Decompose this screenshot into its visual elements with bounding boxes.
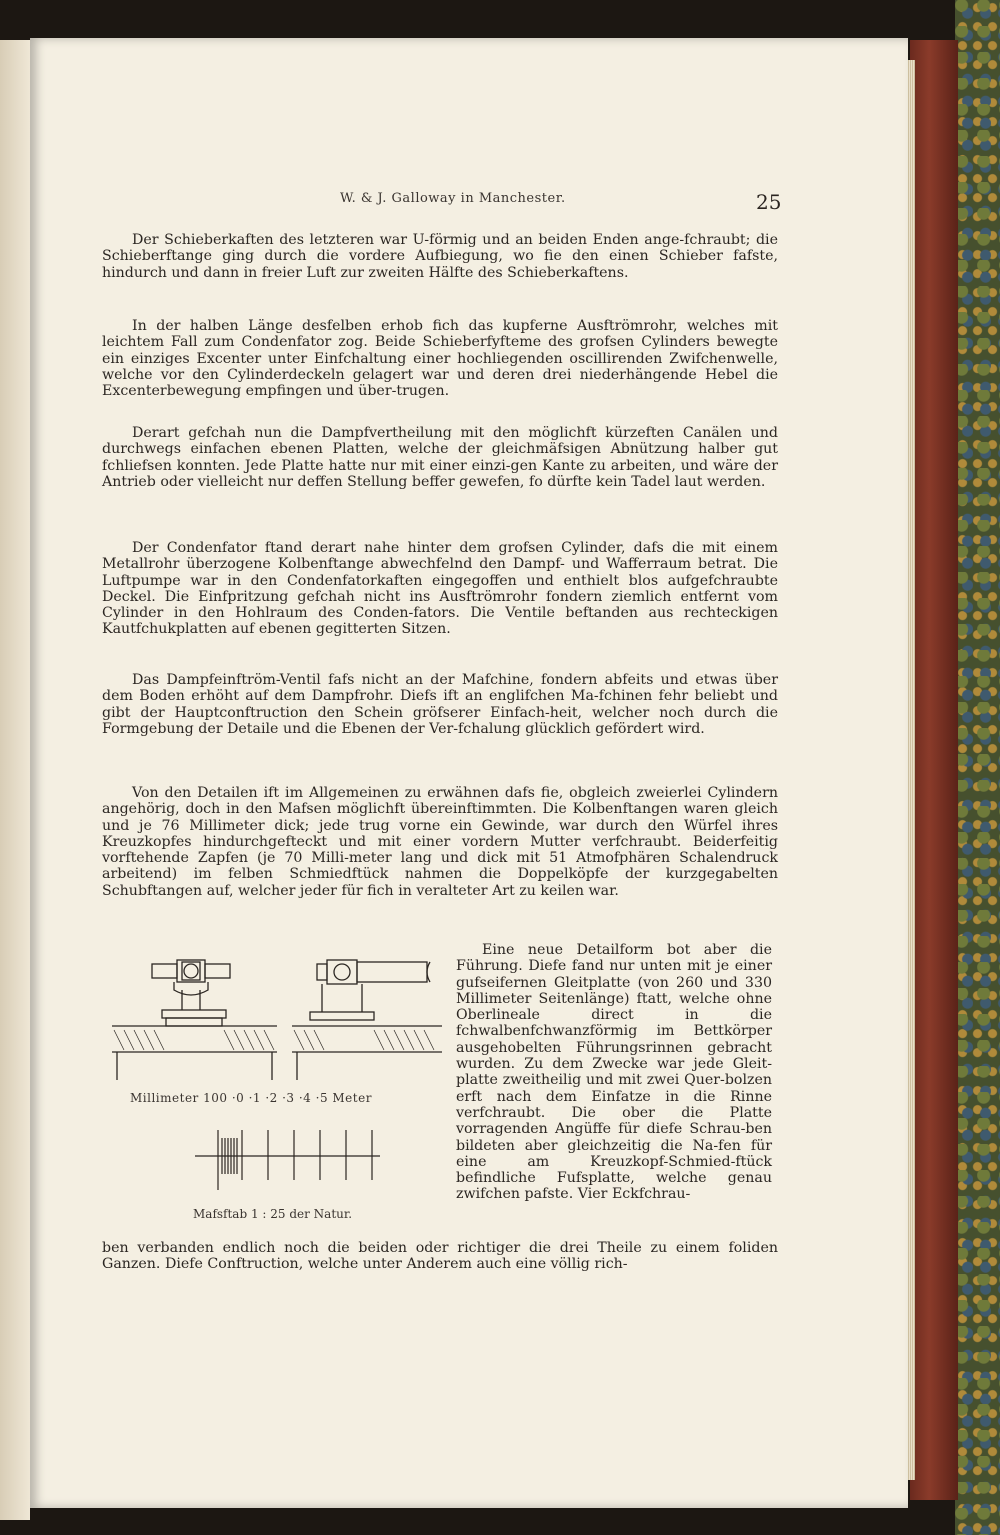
page-number: 25 <box>756 190 782 214</box>
paragraph-8 <box>102 1240 778 1273</box>
facing-page <box>0 40 30 1520</box>
paragraph-7 <box>456 942 772 1203</box>
scale-bar-figure <box>190 1120 390 1200</box>
paragraph-1-text: Der Schieberkaften des letzteren war U-förmig und an beiden Enden ange-fchraubt; die Schieberftange ging durch die vordere Aufbiegung, wo fie den einen Schieber fafste, hindurch und dann in freier Luft zur zweiten Hälfte des Schieberkaftens. <box>102 232 778 281</box>
book-cover-edge <box>910 40 958 1500</box>
paragraph-6-text: Von den Detailen ift im Allgemeinen zu erwähnen dafs fie, obgleich zweierlei Cylindern angehörig, doch in den Mafsen möglichft übereinftimmten. Die Kolbenftangen waren gleich und je 76 Millimeter dick; jede trug vorne ein Gewinde, war durch den Würfel ihres Kreuzkopfes hindurchgefteckt und mit einer vordern Mutter verfchraubt. Beiderfeitig vorftehende Zapfen (je 70 Milli-meter lang und dick mit 51 Atmofphären Schalendruck arbeitend) im felben Schmiedftück nahmen die Doppelköpfe der kurzgegabelten Schubftangen auf, welcher jeder für fich in veralteter Art zu keilen war. <box>102 785 778 899</box>
marbled-endpaper <box>955 0 1000 1535</box>
running-head: W. & J. Galloway in Manchester. <box>340 191 566 206</box>
paragraph-5-text: Das Dampfeinftröm-Ventil fafs nicht an der Mafchine, fondern abfeits und etwas über dem Boden erhöht auf dem Dampfrohr. Diefs ift an englifchen Ma-fchinen fehr beliebt und gibt der Hauptconftruction den Schein gröfserer Einfach-heit, welcher noch durch die Formgebung der Detaile und die Ebenen der Ver-fchalung glücklich gefördert wird. <box>102 672 778 737</box>
scale-caption: Mafsftab 1 : 25 der Natur. <box>193 1207 353 1221</box>
paragraph-1 <box>102 232 778 281</box>
scale-label: Millimeter 100 ·0 ·1 ·2 ·3 ·4 ·5 Meter <box>130 1091 372 1105</box>
paragraph-3 <box>102 425 778 490</box>
paragraph-8-text: ben verbanden endlich noch die beiden oder richtiger die drei Theile zu einem foliden Ganzen. Diefe Conftruction, welche unter Anderem auch eine völlig rich- <box>102 1240 778 1273</box>
paragraph-3-text: Derart gefchah nun die Dampfvertheilung mit den möglichft kürzeften Canälen und durchwegs einfachen ebenen Platten, welche der gleichmäfsigen Abnützung halber gut fchliefsen konnten. Jede Platte hatte nur mit einer einzi-gen Kante zu arbeiten, und wäre der Antrieb oder vielleicht nur deffen Stellung beffer gewefen, fo dürfte kein Tadel laut werden. <box>102 425 778 490</box>
paragraph-6 <box>102 785 778 899</box>
paragraph-4 <box>102 540 778 638</box>
paragraph-4-text: Der Condenfator ftand derart nahe hinter dem grofsen Cylinder, dafs die mit einem Metallrohr überzogene Kolbenftange abwechfelnd den Dampf- und Wafferraum betrat. Die Luftpumpe war in den Condenfatorkaften eingegoffen und enthielt blos aufgefchraubte Deckel. Die Einfpritzung gefchah nicht ins Ausftrömrohr fondern ziemlich entfernt vom Cylinder in den Hohlraum des Conden-fators. Die Ventile beftanden aus rechteckigen Kautfchukplatten auf ebenen gegitterten Sitzen. <box>102 540 778 638</box>
paragraph-7-text: Eine neue Detailform bot aber die Führung. Diefe fand nur unten mit je einer gufseifernen Gleitplatte (von 260 und 330 Millimeter Seitenlänge) ftatt, welche ohne Oberlineale direct in die fchwalbenfchwanzförmig im Bettkörper ausgehobelten Führungsrinnen gebracht wurden. Zu dem Zwecke war jede Gleit-platte zweitheilig und mit zwei Quer-bolzen erft nach dem Einfatze in die Rinne verfchraubt. Die ober die Platte vorragenden Angüffe für diefe Schrau-ben bildeten aber gleichzeitig die Na-fen für eine am Kreuzkopf-Schmied-ftück befindliche Fufsplatte, welche genau zwifchen pafste. Vier Eckfchrau- <box>456 942 772 1203</box>
crosshead-guide-figure <box>112 950 452 1090</box>
paragraph-5 <box>102 672 778 737</box>
paragraph-2 <box>102 318 778 399</box>
paragraph-2-text: In der halben Länge desfelben erhob fich das kupferne Ausftrömrohr, welches mit leichtem Fall zum Condenfator zog. Beide Schieberfyfteme des grofsen Cylinders bewegte ein einziges Excenter unter Einfchaltung einer hochliegenden oscillirenden Zwifchenwelle, welche vor den Cylinderdeckeln gelagert war und deren drei niederhängende Hebel die Excenterbewegung empfingen und über-trugen. <box>102 318 778 400</box>
